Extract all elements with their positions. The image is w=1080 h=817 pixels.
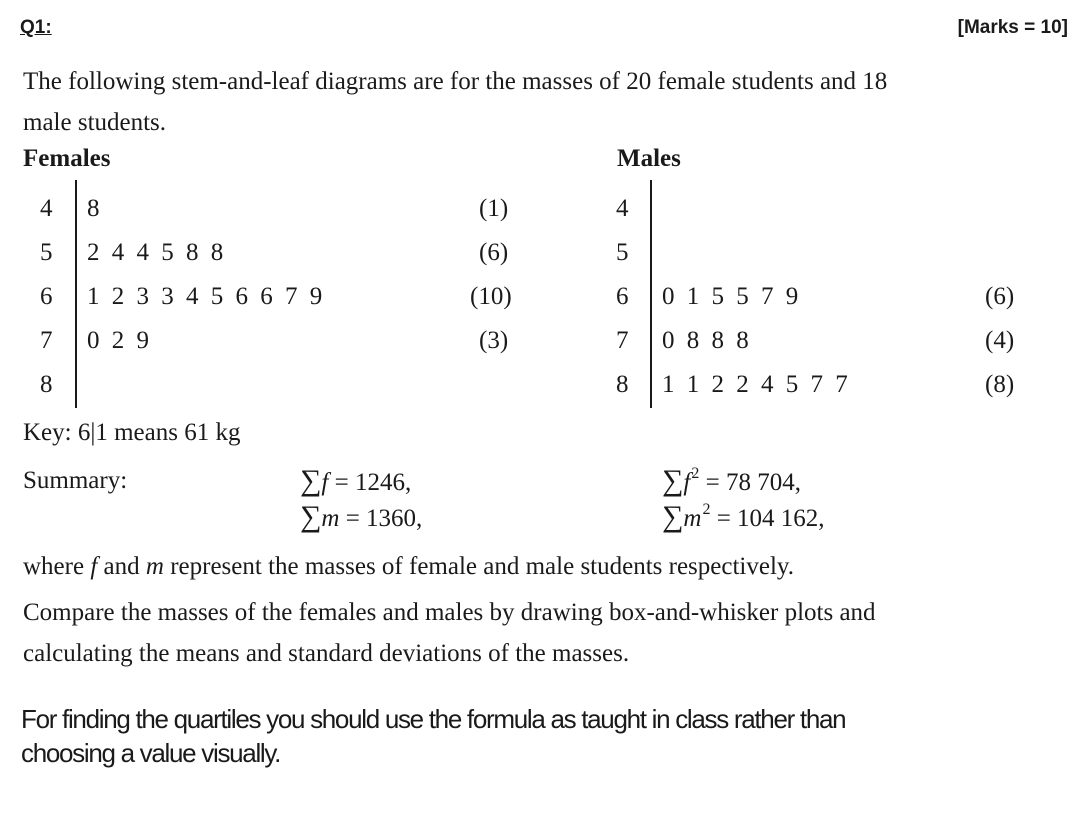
stem-value: 7 [616,327,629,354]
females-stem-divider [75,180,77,408]
males-stem-divider [650,180,652,408]
intro-line-2: male students. [23,109,167,136]
summary-label: Summary: [23,467,128,494]
stem-value: 4 [40,195,53,222]
compare-line-2: calculating the means and standard deviations of the masses. [23,640,630,667]
exponent: 2 [702,501,711,518]
males-heading: Males [617,145,681,172]
sum-m-formula [300,496,422,539]
variable-f: f [90,553,98,580]
stem-value: 5 [40,239,53,266]
variable-f: f [321,469,329,496]
sigma-symbol: ∑ [300,500,322,533]
intro-line-1: The following stem-and-leaf diagrams are for the masses of 20 female students and 18 [23,68,888,95]
leaf-values: 0 1 5 5 7 9 [662,283,799,310]
compare-line-1: Compare the masses of the females and males by drawing box-and-whisker plots and [23,599,876,626]
variable-f: f [683,469,691,496]
stem-value: 6 [616,283,629,310]
leaf-values: 8 [87,195,100,222]
frequency-count: (6) [985,283,1015,310]
exponent: 2 [691,465,700,482]
where-line [23,546,794,587]
leaf-values: 2 4 4 5 8 8 [87,239,224,266]
frequency-count: (6) [479,239,509,266]
frequency-count: (8) [985,371,1015,398]
key-text: Key: 6|1 means 61 kg [23,419,241,446]
leaf-values: 1 2 3 3 4 5 6 6 7 9 [87,283,323,310]
marks-label: [Marks = 10] [957,17,1068,38]
stem-value: 6 [40,283,53,310]
sum-f-value: = 1246, [334,469,412,496]
sum-m-squared-formula [662,496,825,542]
frequency-count: (3) [479,327,509,354]
females-heading: Females [23,145,111,172]
leaf-values: 0 8 8 8 [662,327,749,354]
frequency-count: (1) [479,195,509,222]
where-suffix: represent the masses of female and male students respectively. [163,553,795,580]
stem-value: 7 [40,327,53,354]
stem-value: 8 [40,371,53,398]
sigma-symbol: ∑ [662,500,684,533]
variable-m: m [321,505,340,532]
sum-m-value: = 1360, [345,505,423,532]
sum-m-squared-value: = 104 162, [716,505,825,532]
where-and: and [97,553,146,580]
leaf-values: 1 1 2 2 4 5 7 7 [662,371,848,398]
stem-value: 5 [616,239,629,266]
where-prefix: where [23,553,91,580]
frequency-count: (10) [470,283,512,310]
frequency-count: (4) [985,327,1015,354]
stem-value: 4 [616,195,629,222]
sum-f-squared-value: = 78 704, [705,469,801,496]
sigma-symbol: ∑ [662,464,684,497]
stem-value: 8 [616,371,629,398]
variable-m: m [145,553,164,580]
note-line-2: choosing a value visually. [21,738,281,768]
leaf-values: 0 2 9 [87,327,149,354]
sigma-symbol: ∑ [300,464,322,497]
note-line-1: For finding the quartiles you should use the formula as taught in class rather than [21,704,846,734]
question-label: Q1: [20,17,52,38]
variable-m: m [683,505,702,532]
